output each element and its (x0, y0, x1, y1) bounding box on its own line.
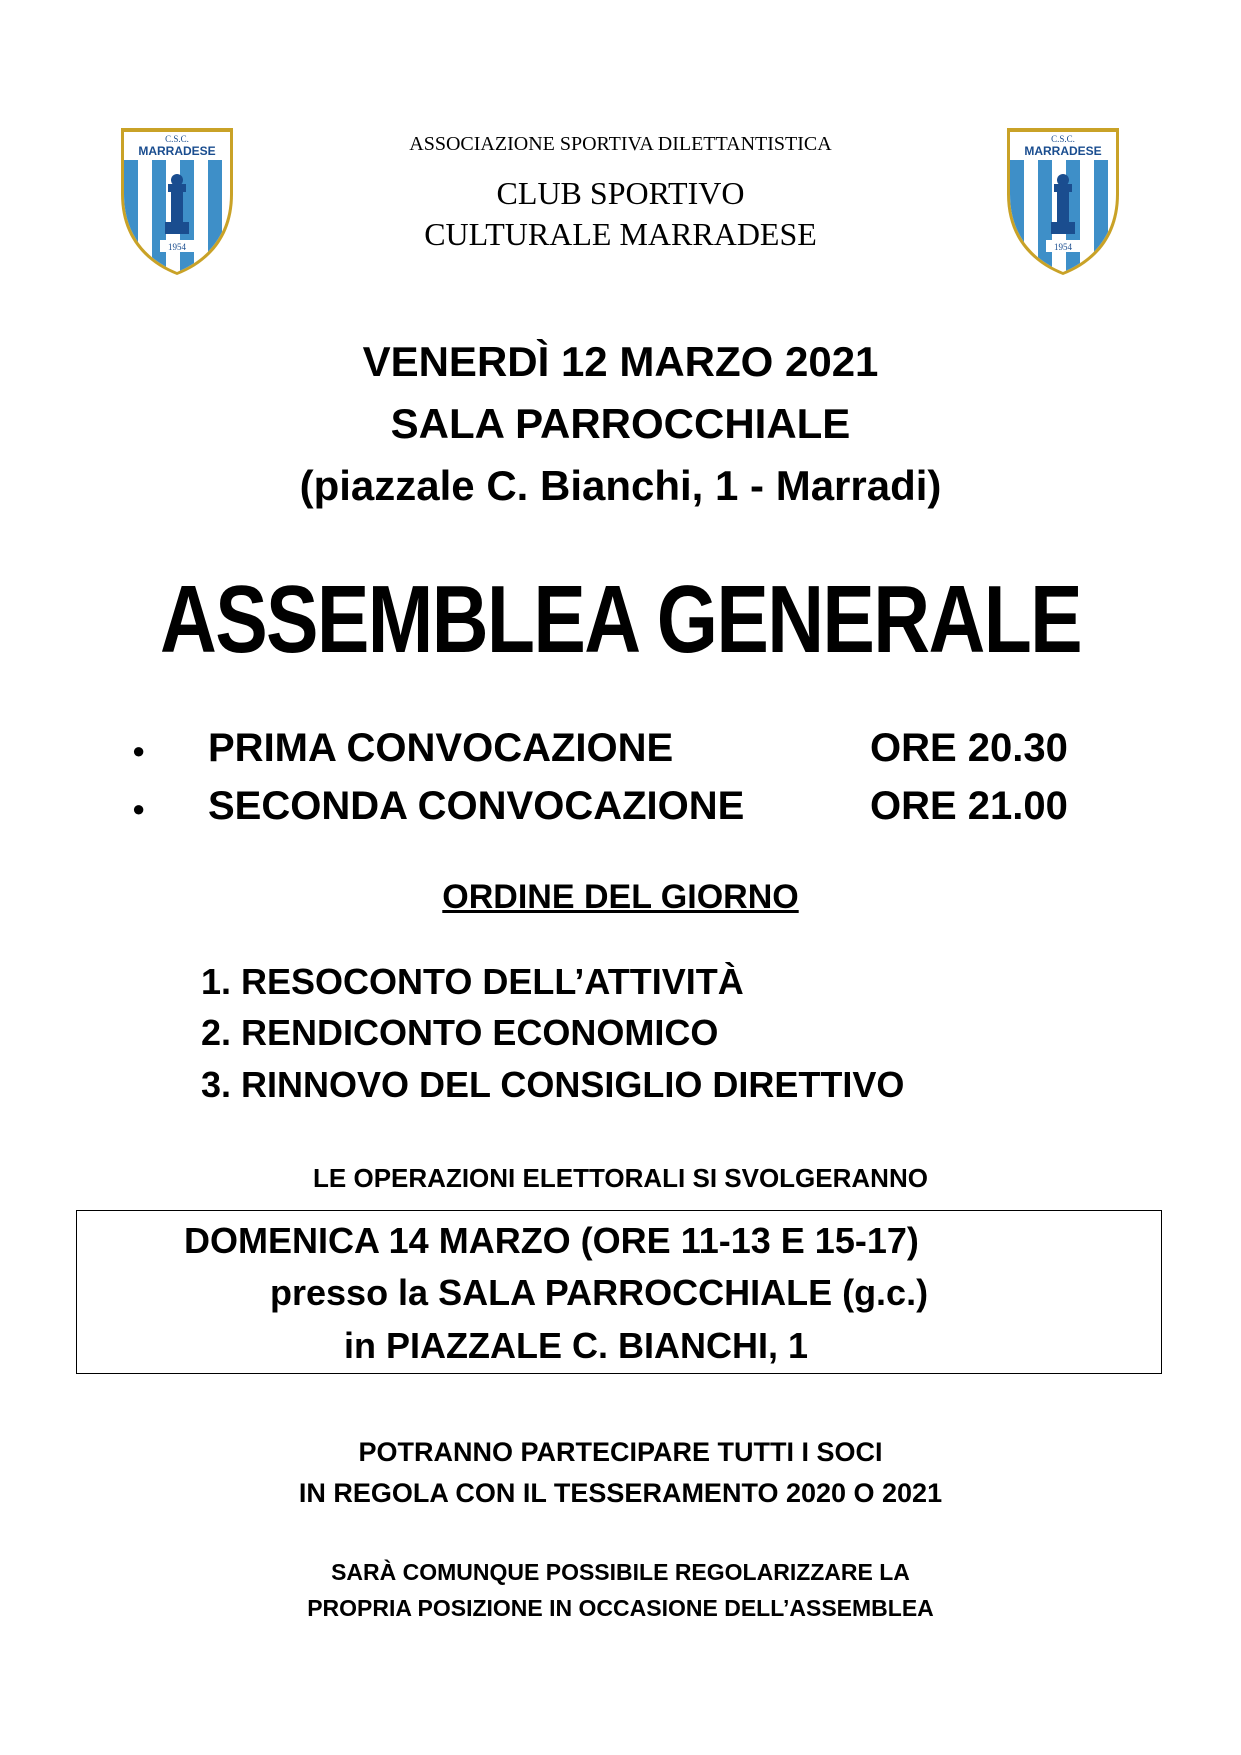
event-address: (piazzale C. Bianchi, 1 - Marradi) (299, 462, 942, 509)
crest-top-text: C.S.C. (1051, 134, 1075, 144)
crest-name-text: MARRADESE (138, 144, 216, 158)
elections-line1: DOMENICA 14 MARZO (ORE 11-13 E 15-17) (184, 1220, 919, 1261)
event-venue: SALA PARROCCHIALE (390, 400, 851, 447)
crest-year-text: 1954 (1054, 242, 1072, 252)
convocation-time: ORE 21.00 (870, 784, 1068, 828)
event-date: VENERDÌ 12 MARZO 2021 (362, 338, 879, 385)
elections-line2: presso la SALA PARROCCHIALE (g.c.) (270, 1272, 929, 1313)
elections-line3: in PIAZZALE C. BIANCHI, 1 (344, 1325, 809, 1366)
club-name-line2: CULTURALE MARRADESE (424, 216, 817, 252)
convocation-label: SECONDA CONVOCAZIONE (208, 784, 745, 828)
page-title: ASSEMBLEA GENERALE (159, 566, 1082, 673)
bullet-dot: ● (132, 796, 146, 821)
crest-year-text: 1954 (168, 242, 186, 252)
crest-top-text: C.S.C. (165, 134, 189, 144)
note-line1: SARÀ COMUNQUE POSSIBILE REGOLARIZZARE LA (331, 1559, 910, 1585)
agenda-heading: ORDINE DEL GIORNO (442, 878, 799, 916)
agenda-item: 2. RENDICONTO ECONOMICO (201, 1012, 719, 1053)
note-line2: PROPRIA POSIZIONE IN OCCASIONE DELL’ASSEMBLEA (307, 1595, 934, 1621)
convocation-time: ORE 20.30 (870, 726, 1068, 770)
agenda-item: 1. RESOCONTO DELL’ATTIVITÀ (201, 961, 744, 1002)
convocation-label: PRIMA CONVOCAZIONE (208, 726, 674, 770)
agenda-item: 3. RINNOVO DEL CONSIGLIO DIRETTIVO (201, 1064, 905, 1105)
bullet-dot: ● (132, 738, 146, 763)
participation-line2: IN REGOLA CON IL TESSERAMENTO 2020 O 2021 (298, 1478, 943, 1508)
crest-name-text: MARRADESE (1024, 144, 1102, 158)
club-name-line1: CLUB SPORTIVO (496, 175, 745, 211)
elections-intro: LE OPERAZIONI ELETTORALI SI SVOLGERANNO (313, 1163, 928, 1193)
participation-line1: POTRANNO PARTECIPARE TUTTI I SOCI (358, 1437, 883, 1467)
association-line: ASSOCIAZIONE SPORTIVA DILETTANTISTICA (409, 133, 832, 155)
